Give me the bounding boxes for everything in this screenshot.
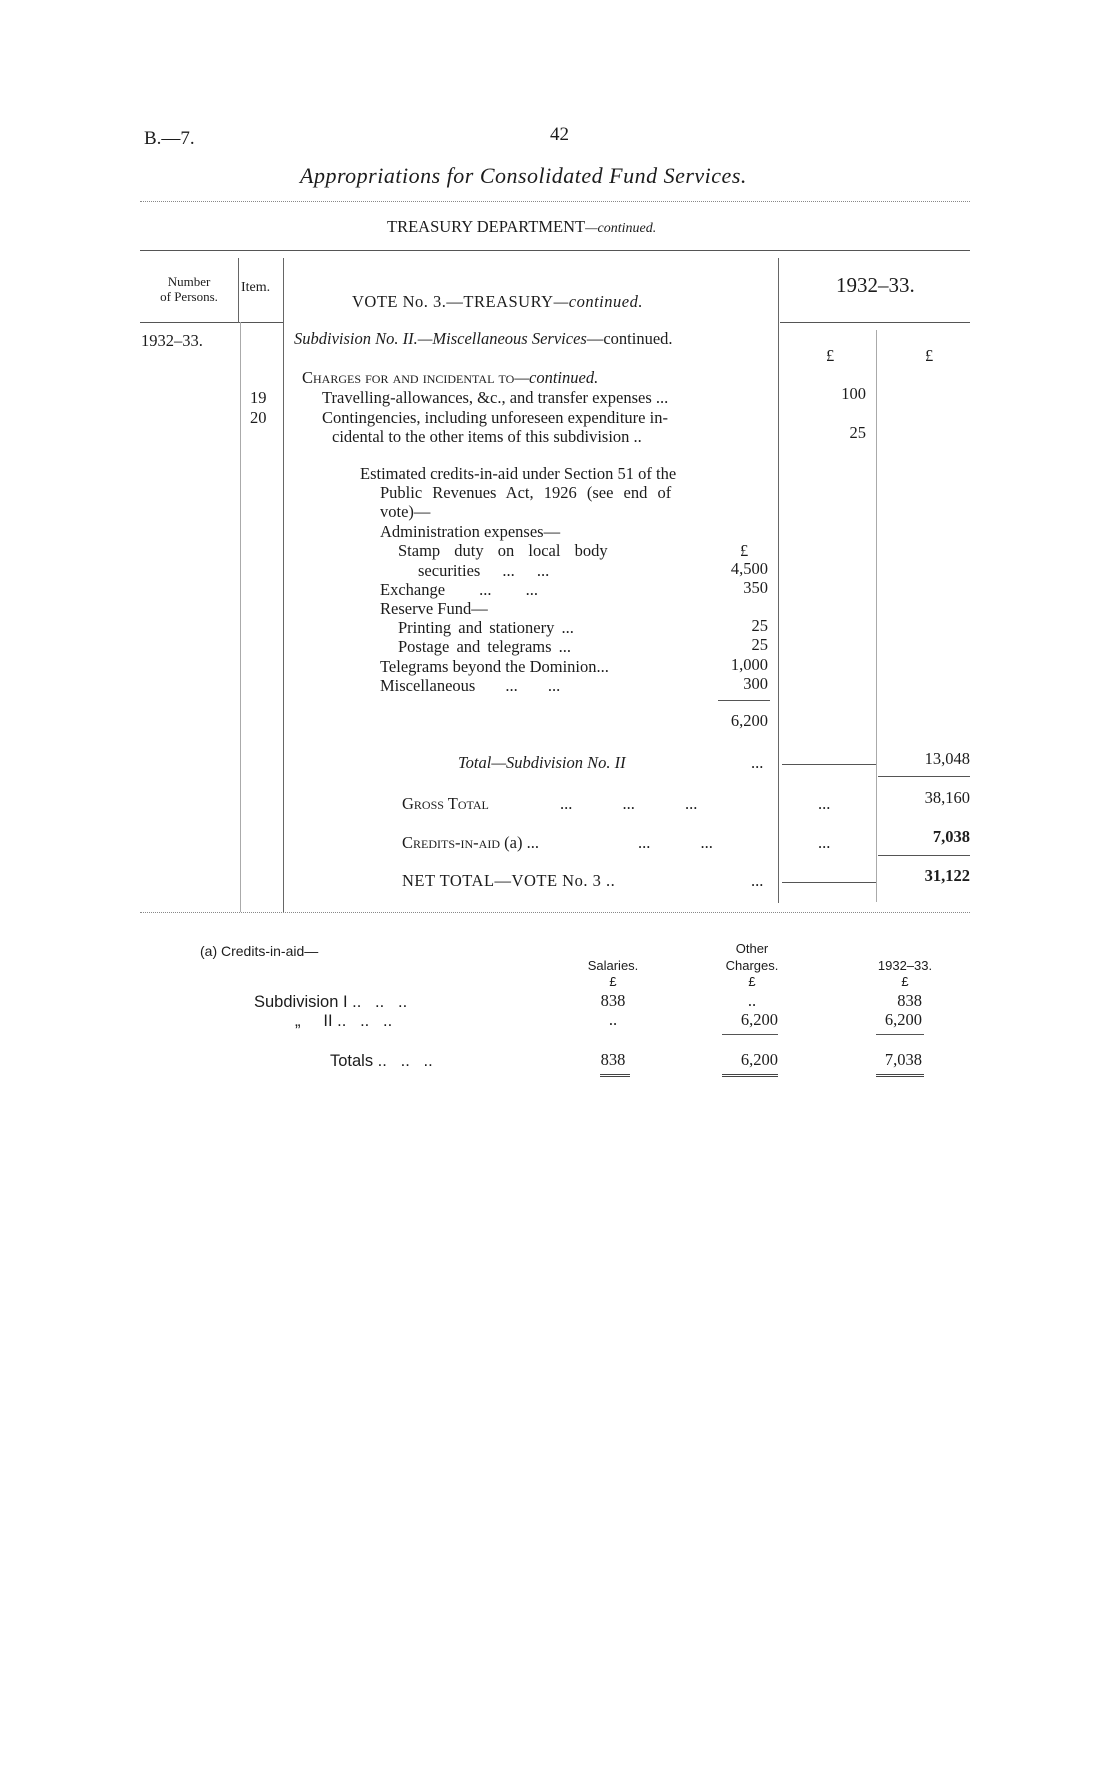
miscellaneous-label: Miscellaneous ... ... — [380, 676, 561, 695]
credits-in-aid-mid-dots: ... — [818, 833, 831, 852]
header-rule-persons — [140, 322, 240, 323]
postage-amount: 25 — [751, 635, 768, 654]
credits-in-aid-note: (a) ... — [504, 833, 539, 852]
net-total-dots: ... — [751, 871, 764, 890]
footnote-totals-salaries: 838 — [600, 1050, 626, 1069]
credits-in-aid-rule — [878, 855, 970, 856]
page-title: Appropriations for Consolidated Fund Services. — [300, 163, 747, 188]
department-heading — [387, 217, 656, 237]
total-subdivision-dots: ... — [751, 753, 764, 772]
footnote-totals-year: 7,038 — [884, 1050, 922, 1069]
stamp-duty-label-cont: securities ... ... — [418, 561, 550, 580]
subdivision-heading — [294, 329, 673, 349]
footnote-col-salaries: Salaries. — [587, 958, 639, 973]
document-reference: B.—7. — [144, 128, 195, 149]
gross-total-mid-dots: ... — [818, 794, 831, 813]
vote-heading — [352, 292, 643, 312]
footnote-rule-other — [722, 1034, 778, 1035]
printing-amount: 25 — [751, 616, 768, 635]
footnote-pound-year: £ — [901, 974, 909, 989]
footnote-row-year: 6,200 — [884, 1010, 922, 1029]
table-top-rule — [140, 250, 970, 251]
footnote-row-salaries: .. — [608, 1010, 618, 1029]
footnote-double-rule-salaries — [600, 1074, 630, 1077]
charge-amount: 25 — [849, 423, 866, 442]
credits-in-aid-line — [402, 833, 539, 853]
stamp-duty-amount: 4,500 — [730, 559, 768, 578]
item-description-divider — [283, 258, 284, 912]
reserve-fund-heading: Reserve Fund— — [380, 599, 488, 618]
postage-label: Postage and telegrams ... — [398, 637, 572, 656]
footnote-pound-other: £ — [748, 974, 756, 989]
total-subdivision-label: Total—Subdivision No. II — [458, 753, 626, 772]
subdivision-label: Subdivision No. II.—Miscellaneous Services — [294, 329, 587, 348]
credits-in-aid-label: Credits-in-aid — [402, 833, 500, 852]
credits-pound-sign: £ — [740, 541, 749, 560]
gross-total-dots: ... ... ... — [560, 794, 698, 813]
amount-total-divider — [876, 330, 877, 902]
credits-intro-line: vote)— — [380, 502, 431, 521]
gross-total-amount: 38,160 — [924, 788, 970, 807]
stamp-duty-label: Stamp duty on local body — [398, 541, 608, 560]
credits-intro-line: Estimated credits-in-aid under Section 51 of the — [360, 464, 677, 483]
vote-continued: —continued. — [553, 292, 643, 311]
table-bottom-rule — [140, 912, 970, 913]
charge-line: Travelling-allowances, &c., and transfer expenses ... — [322, 388, 669, 407]
pound-col-1: £ — [826, 346, 835, 365]
credits-intro-line: Public Revenues Act, 1926 (see end of — [380, 483, 672, 502]
pound-col-2: £ — [925, 346, 934, 365]
footnote-row-year: 838 — [897, 991, 922, 1010]
footnote-col-other-2: Charges. — [725, 958, 779, 973]
charges-heading-label: Charges for and incidental to — [302, 368, 515, 387]
subtotal-rule — [718, 700, 770, 701]
miscellaneous-amount: 300 — [743, 674, 768, 693]
gross-total-label: Gross Total — [402, 794, 489, 813]
exchange-label: Exchange ... ... — [380, 580, 539, 599]
description-amount-divider — [778, 258, 779, 903]
charge-line: Contingencies, including unforeseen expenditure in- — [322, 408, 668, 427]
total-subdivision-dash — [782, 764, 876, 765]
footnote-row-other: 6,200 — [740, 1010, 778, 1029]
department-continued: —continued. — [585, 221, 657, 236]
footnote-heading: (a) Credits-in-aid— — [200, 943, 319, 959]
footnote-totals-other: 6,200 — [740, 1050, 778, 1069]
item-number: 20 — [250, 408, 267, 427]
number-of-persons-header: Number of Persons. — [160, 274, 218, 304]
charges-heading-continued: —continued. — [514, 368, 599, 387]
header-rule-year — [780, 322, 970, 323]
item-number: 19 — [250, 388, 267, 407]
total-subdivision-amount: 13,048 — [924, 749, 970, 768]
printing-label: Printing and stationery ... — [398, 618, 574, 637]
year-header: 1932–33. — [836, 273, 915, 297]
vote-title: VOTE No. 3.—TREASURY — [352, 292, 554, 311]
credits-in-aid-amount: 7,038 — [932, 827, 970, 846]
charge-amount: 100 — [841, 384, 866, 403]
page-number: 42 — [550, 124, 569, 145]
department-name: TREASURY DEPARTMENT — [387, 217, 586, 236]
telegrams-label: Telegrams beyond the Dominion... — [380, 657, 609, 676]
charges-heading — [302, 368, 598, 388]
charge-line: cidental to the other items of this subdivision .. — [332, 427, 642, 446]
item-header: Item. — [241, 280, 271, 295]
title-rule — [140, 201, 970, 202]
telegrams-amount: 1,000 — [730, 655, 768, 674]
exchange-amount: 350 — [743, 578, 768, 597]
footnote-double-rule-year — [876, 1074, 924, 1077]
credits-in-aid-dots: ... ... — [638, 833, 713, 852]
footnote-row-other: .. — [747, 991, 757, 1010]
footnote-row-label: Subdivision I .. .. .. — [254, 993, 408, 1011]
persons-year: 1932–33. — [141, 331, 203, 350]
persons-item-divider-lower — [240, 322, 241, 912]
footnote-double-rule-other — [722, 1074, 778, 1077]
footnote-pound-salaries: £ — [609, 974, 617, 989]
admin-expenses-heading: Administration expenses— — [380, 522, 561, 541]
footnote-row-salaries: 838 — [600, 991, 626, 1010]
footnote-row-label: „ II .. .. .. — [295, 1012, 393, 1030]
subdivision-continued: —continued. — [586, 329, 673, 348]
net-total-label: NET TOTAL—VOTE No. 3 .. — [402, 871, 616, 890]
footnote-col-year: 1932–33. — [877, 958, 933, 973]
persons-item-divider — [238, 258, 239, 323]
credits-subtotal: 6,200 — [730, 711, 768, 730]
footnote-rule-year — [876, 1034, 924, 1035]
net-total-dash — [782, 882, 876, 883]
footnote-col-other-1: Other — [735, 941, 769, 956]
header-rule-item — [240, 322, 284, 323]
net-total-amount: 31,122 — [924, 866, 970, 885]
footnote-totals-label: Totals .. .. .. — [330, 1052, 433, 1070]
total-subdivision-rule — [878, 776, 970, 777]
